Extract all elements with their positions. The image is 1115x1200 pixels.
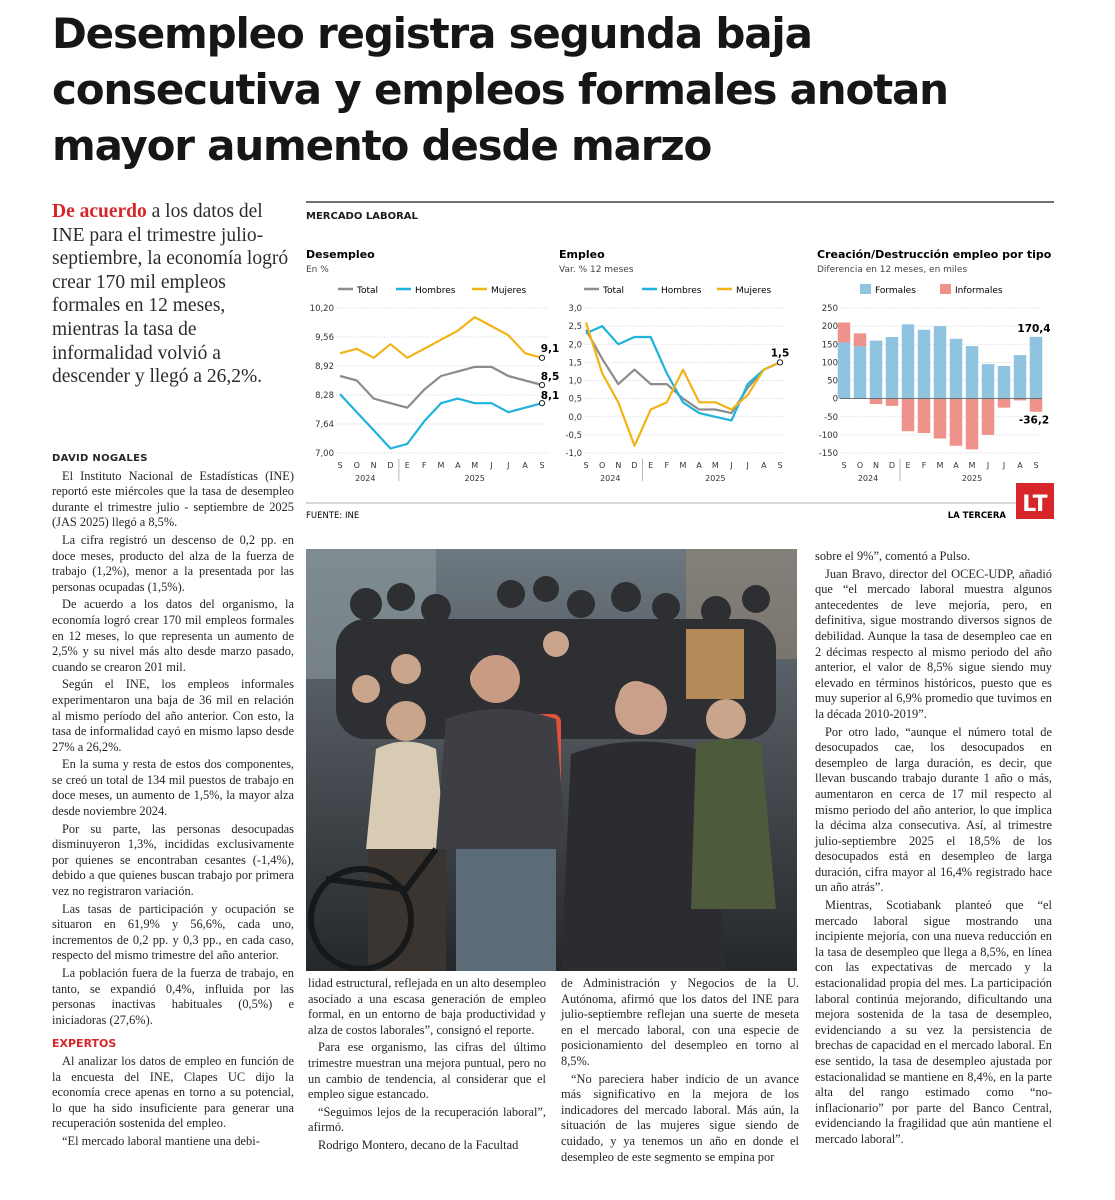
series-line-hombres bbox=[586, 326, 780, 420]
x-tick-label: D bbox=[387, 461, 394, 470]
bar-formales bbox=[870, 341, 882, 399]
x-tick-label: J bbox=[746, 461, 749, 470]
legend-label: Hombres bbox=[415, 286, 456, 296]
x-tick-label: M bbox=[711, 461, 719, 470]
y-axis bbox=[565, 304, 582, 459]
y-axis bbox=[310, 304, 334, 459]
chart-title: Creación/Destrucción empleo por tipo bbox=[817, 248, 1052, 261]
legend-swatch-formales bbox=[860, 284, 871, 294]
series-line-mujeres bbox=[340, 317, 542, 358]
x-axis bbox=[583, 459, 782, 483]
bar-informales bbox=[966, 399, 978, 450]
photo-cardboard-box bbox=[686, 629, 744, 699]
graphic-source: FUENTE: INE bbox=[306, 511, 360, 521]
bar-informales bbox=[886, 399, 898, 406]
y-tick-label: 1,0 bbox=[568, 376, 582, 387]
byline: DAVID NOGALES bbox=[52, 453, 148, 464]
graphic-brand: LA TERCERA bbox=[947, 511, 1006, 521]
paragraph: lidad estructural, reflejada en un alto desempleo asociado a una escasa generación de empleo formal, en un entorno de baja productividad y alza de costos laborales”, consignó el reporte. bbox=[308, 976, 546, 1037]
x-tick-label: A bbox=[522, 461, 528, 470]
y-tick-label: 150 bbox=[821, 340, 838, 351]
paragraph: de Administración y Negocios de la U. Autónoma, afirmó que los datos del INE para julio-septiembre reflejan una suerte de meseta en el mercado laboral, con una especie de posicionamiento del desempleo en torno al 8,5%. bbox=[561, 976, 799, 1068]
legend-label: Mujeres bbox=[491, 286, 527, 296]
y-tick-label: 200 bbox=[821, 322, 838, 333]
paragraph: El Instituto Nacional de Estadísticas (INE) reportó este miércoles que la tasa de desempleo durante el trimestre julio - septiembre de 2025 (JAS 2025) llegó a 8,5%. bbox=[52, 468, 294, 530]
headline-line: Desempleo registra segunda baja bbox=[52, 9, 812, 58]
end-marker bbox=[777, 360, 782, 365]
bar-informales bbox=[870, 399, 882, 404]
bar-formales bbox=[918, 330, 930, 399]
end-marker bbox=[539, 355, 544, 360]
x-tick-label: S bbox=[539, 461, 545, 470]
series-line-total bbox=[340, 367, 542, 408]
bar-informales bbox=[1030, 399, 1042, 412]
chart-subtitle: Var. % 12 meses bbox=[559, 265, 634, 275]
bar-formales bbox=[998, 366, 1010, 399]
y-tick-label: -150 bbox=[818, 449, 838, 459]
x-tick-label: J bbox=[1002, 461, 1006, 470]
x-tick-label: M bbox=[679, 461, 687, 470]
x-tick-label: J bbox=[490, 461, 493, 470]
year-label: 2024 bbox=[600, 474, 621, 483]
x-tick-label: O bbox=[353, 461, 360, 470]
legend-label: Total bbox=[603, 286, 625, 296]
y-tick-label: -50 bbox=[824, 412, 838, 423]
y-tick-label: 9,56 bbox=[315, 333, 334, 343]
y-tick-label: 2,0 bbox=[568, 340, 582, 351]
x-tick-label: A bbox=[953, 461, 959, 470]
x-tick-label: J bbox=[986, 461, 990, 470]
x-tick-label: S bbox=[583, 461, 589, 470]
end-labels bbox=[539, 343, 559, 406]
bar-formales bbox=[1014, 355, 1026, 399]
x-tick-label: J bbox=[730, 461, 733, 470]
graphic-kicker: MERCADO LABORAL bbox=[306, 211, 418, 222]
x-tick-label: M bbox=[936, 461, 944, 470]
chart-legend bbox=[338, 286, 527, 296]
chart-legend bbox=[584, 286, 772, 296]
bar-formales bbox=[886, 337, 898, 399]
series-line-hombres bbox=[340, 394, 542, 448]
article-column-4 bbox=[815, 549, 1052, 1150]
legend-label: Informales bbox=[955, 286, 1003, 296]
chart-creacion-destruccion bbox=[817, 248, 1052, 483]
labor-market-graphic bbox=[306, 200, 1054, 524]
y-tick-label: 8,28 bbox=[315, 391, 334, 401]
article-column-3 bbox=[561, 976, 799, 1167]
legend-label: Mujeres bbox=[736, 286, 772, 296]
paragraph: Al analizar los datos de empleo en función de la encuesta del INE, Clapes UC dijo la economía crece apenas en torno a su potencial, lo que ha sido insuficiente para generar una recuperación sostenida del empleo. bbox=[52, 1053, 294, 1131]
year-label: 2025 bbox=[705, 474, 726, 483]
lede bbox=[52, 200, 292, 389]
chart-title: Empleo bbox=[559, 248, 605, 261]
chart-subtitle: En % bbox=[306, 265, 329, 275]
bars bbox=[838, 323, 1042, 450]
end-marker bbox=[539, 382, 544, 387]
year-label: 2024 bbox=[857, 474, 879, 483]
bar-formales bbox=[934, 326, 946, 399]
x-tick-label: F bbox=[921, 461, 927, 470]
y-tick-label: 0,0 bbox=[568, 412, 582, 423]
paragraph: “No pareciera haber indicio de un avance más significativo en la mejora de los indicadores del mercado laboral. Más aún, la situación de las mujeres sigue siendo de cuidado, y ya tenemos un año en donde el desempleo de este segmento se empina por bbox=[561, 1071, 799, 1164]
bar-formales bbox=[854, 346, 866, 399]
street-crowd-photo bbox=[306, 549, 797, 971]
bar-formales bbox=[1030, 337, 1042, 399]
chart-empleo bbox=[559, 248, 789, 483]
paragraph: Por otro lado, “aunque el número total de desocupados cae, los desocupados en desempleo de larga duración, es decir, que llevan buscando trabajo durante 1 año o más, aumentaron en cerca de 17 mil respecto al mismo periodo del año anterior, lo que implica la décima alza consecutiva. Así, al trimestre julio-septiembre 2025 el 18,5% de los desocupados está en desempleo de larga duración, cifra mayor al 16,4% registrado hace un año atrás”. bbox=[815, 724, 1052, 895]
paragraph: Las tasas de participación y ocupación se situaron en 61,9% y 56,6%, cada uno, incrementos de 0,2 pp. y 0,3 pp., en cada caso, respecto del mismo trimestre del año anterior. bbox=[52, 901, 294, 963]
legend-label: Total bbox=[357, 286, 379, 296]
y-tick-label: 2,5 bbox=[568, 322, 582, 333]
x-tick-label: S bbox=[841, 461, 847, 470]
y-tick-label: 7,64 bbox=[315, 420, 334, 430]
gridlines bbox=[336, 308, 548, 453]
x-tick-label: A bbox=[696, 461, 702, 470]
x-tick-label: D bbox=[888, 461, 896, 470]
bar-informales bbox=[982, 399, 994, 435]
x-tick-label: F bbox=[664, 461, 670, 470]
lede-lead: De acuerdo bbox=[52, 201, 147, 222]
paragraph: Según el INE, los empleos informales experimentaron una baja de 36 mil en relación al mismo período del año anterior. Con esto, la tasa de informalidad cayó en mismo lapso desde 27% a 26,2%. bbox=[52, 677, 294, 754]
data-label: 8,1 bbox=[540, 390, 560, 403]
paragraph: Para ese organismo, las cifras del último trimestre muestran una mejora puntual, pero no un cambio de tendencia, al considerar que el empleo sigue estancado. bbox=[308, 1040, 546, 1102]
x-tick-label: A bbox=[761, 461, 767, 470]
x-tick-label: S bbox=[1033, 461, 1039, 470]
paragraph: “Seguimos lejos de la recuperación laboral”, afirmó. bbox=[308, 1104, 546, 1135]
data-label: 9,1 bbox=[540, 342, 560, 355]
bar-informales bbox=[950, 399, 962, 446]
headline-line: consecutiva y empleos formales anotan bbox=[52, 65, 948, 114]
bar-informales bbox=[902, 399, 914, 432]
x-tick-label: J bbox=[507, 461, 510, 470]
legend-swatch-informales bbox=[940, 284, 951, 294]
paragraph: En la suma y resta de estos dos componentes, se creó un total de 134 mil puestos de trabajo en doce meses, un aumento de 1,5%, la mayor alza desde noviembre 2024. bbox=[52, 757, 294, 819]
bar-formales bbox=[902, 324, 914, 398]
x-tick-label: F bbox=[421, 461, 427, 470]
y-tick-label: 8,92 bbox=[315, 362, 334, 372]
paragraph: De acuerdo a los datos del organismo, la economía logró crear 170 mil empleos formales en 12 meses, lo que representa un aumento de 2,5% y su nivel más alto desde marzo pasado, cuando se crearon 201 mil. bbox=[52, 597, 294, 674]
bar-informales bbox=[934, 399, 946, 439]
lt-logo-text: LT bbox=[1022, 492, 1048, 517]
x-tick-label: N bbox=[615, 461, 622, 470]
bar-informales bbox=[918, 399, 930, 433]
x-axis bbox=[337, 459, 544, 483]
y-tick-label: 250 bbox=[821, 304, 838, 314]
x-tick-label: O bbox=[599, 461, 606, 470]
chart-subtitle: Diferencia en 12 meses, en miles bbox=[817, 265, 968, 275]
x-tick-label: N bbox=[873, 461, 879, 470]
bar-formales bbox=[966, 346, 978, 399]
paragraph: “El mercado laboral mantiene una debi- bbox=[62, 1133, 260, 1148]
x-tick-label: N bbox=[370, 461, 377, 470]
series-lines bbox=[586, 323, 780, 446]
bar-formales bbox=[950, 339, 962, 399]
y-tick-label: 10,20 bbox=[309, 304, 334, 314]
x-tick-label: O bbox=[856, 461, 864, 470]
y-tick-label: 0 bbox=[832, 394, 838, 405]
article-column-1 bbox=[52, 451, 294, 1152]
x-tick-label: M bbox=[968, 461, 976, 470]
legend-label: Formales bbox=[875, 286, 916, 296]
year-label: 2024 bbox=[355, 474, 376, 483]
y-tick-label: 7,00 bbox=[315, 449, 334, 459]
x-tick-label: S bbox=[337, 461, 343, 470]
bar-formales bbox=[838, 342, 850, 398]
y-tick-label: -1,0 bbox=[565, 449, 582, 459]
year-label: 2025 bbox=[464, 474, 485, 483]
paragraph: sobre el 9%”, comentó a Pulso. bbox=[815, 549, 971, 563]
x-tick-label: M bbox=[471, 461, 479, 470]
data-label: 8,5 bbox=[540, 371, 560, 384]
legend-label: Hombres bbox=[661, 286, 702, 296]
data-label: 170,4 bbox=[1017, 322, 1051, 335]
subhead-expertos: EXPERTOS bbox=[52, 1037, 117, 1051]
crowd-illustration bbox=[306, 549, 797, 971]
paragraph: La cifra registró un descenso de 0,2 pp. en doce meses, producto del alza de la fuerza de trabajo (1,2%), menor a la presentada por las personas ocupadas (1,5%). bbox=[52, 532, 294, 594]
bar-informales bbox=[838, 323, 850, 343]
lede-text: a los datos del INE para el trimestre julio-septiembre, la economía logró crear 170 mil empleos formales en 12 meses, mientras la tasa de informalidad volvió a descender y llegó a 26,2%. bbox=[52, 201, 289, 388]
y-tick-label: 50 bbox=[827, 376, 838, 387]
y-tick-label: 100 bbox=[821, 358, 838, 369]
chart-desempleo bbox=[306, 248, 559, 483]
year-label: 2025 bbox=[961, 474, 983, 483]
y-axis bbox=[819, 304, 838, 459]
bar-informales bbox=[854, 333, 866, 346]
x-tick-label: M bbox=[437, 461, 445, 470]
x-tick-label: A bbox=[1017, 461, 1023, 470]
y-tick-label: 0,5 bbox=[568, 394, 582, 405]
chart-title: Desempleo bbox=[306, 248, 375, 261]
article-column-2 bbox=[308, 976, 546, 1156]
data-label: -36,2 bbox=[1018, 414, 1050, 427]
x-tick-label: S bbox=[777, 461, 783, 470]
paragraph: Rodrigo Montero, decano de la Facultad bbox=[318, 1137, 519, 1152]
x-tick-label: E bbox=[648, 461, 654, 470]
bar-informales bbox=[998, 399, 1010, 408]
x-tick-label: E bbox=[404, 461, 410, 470]
paragraph: Por su parte, las personas desocupadas disminuyeron 1,3%, incididas exclusivamente por quienes se encontraban cesantes (-1,4%), debido a que quienes buscan trabajo por primera vez no registraron variación. bbox=[52, 821, 294, 899]
headline-line: mayor aumento desde marzo bbox=[52, 121, 712, 170]
y-tick-label: 1,5 bbox=[568, 358, 582, 369]
headline bbox=[52, 6, 1082, 174]
bar-formales bbox=[982, 364, 994, 398]
paragraph: La población fuera de la fuerza de trabajo, en tanto, se expandió 0,4%, influida por las personas inactivas habituales (0,5%) e iniciadoras (27,6%). bbox=[52, 966, 294, 1027]
y-tick-label: -100 bbox=[818, 430, 838, 441]
x-axis bbox=[841, 459, 1038, 483]
x-tick-label: D bbox=[631, 461, 638, 470]
paragraph: Juan Bravo, director del OCEC-UDP, añadió que “el mercado laboral muestra algunos antecedentes de leve mejoría, pero, en definitiva, sigue mostrando diversos signos de debilidad. Aunque la tasa de desempleo cae en 2 décimas respecto al mismo periodo del año anterior, el valor de 8,5% sigue siendo muy elevado en términos históricos, puesto que es muy superior al 6,9% promedio que tuvimos en la década 2010-2019”. bbox=[815, 566, 1052, 721]
paragraph: Mientras, Scotiabank planteó que “el mercado laboral sigue mostrando una incipiente mejoría, con una nueva reducción en la tasa de desempleo que llega a 8,5%, en línea con las expectativas de mercado y la estacionalidad propia del mes. La participación laboral continúa mejorando, dificultando una mejora sostenida de la tasa de desempleo, evidenciando a su vez la persistencia de brechas de capacidad en el mercado laboral. En ese sentido, la tasa de desempleo ajustada por estacionalidad se mantiene en 8,4%, en la parte alta del rango estimado como “no-inflacionario” por parte del Banco Central, evidenciando la fragilidad que aún mantiene el mercado laboral”. bbox=[815, 898, 1052, 1146]
data-label: 1,5 bbox=[770, 347, 790, 360]
x-tick-label: E bbox=[905, 461, 911, 470]
y-tick-label: -0,5 bbox=[565, 430, 582, 441]
chart-legend bbox=[860, 284, 1003, 296]
x-tick-label: A bbox=[455, 461, 461, 470]
y-tick-label: 3,0 bbox=[568, 304, 582, 314]
